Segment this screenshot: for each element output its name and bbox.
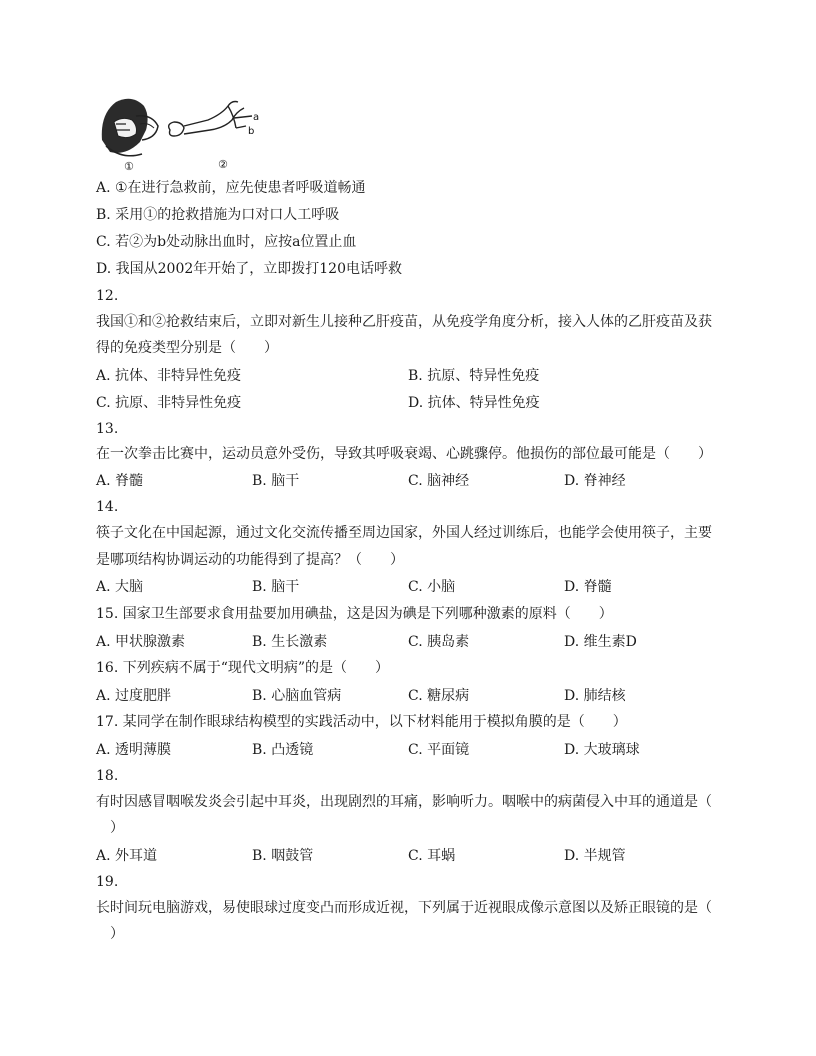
q13-option-a: A. 脊髓	[96, 473, 144, 489]
q15-options	[96, 632, 736, 652]
first-aid-illustration	[96, 94, 276, 172]
figure-label-b: b	[248, 126, 255, 137]
q17-options	[96, 740, 736, 760]
q17-option-c: C. 平面镜	[408, 742, 470, 758]
q15-option-a: A. 甲状腺激素	[96, 634, 186, 650]
q18-option-c: C. 耳蜗	[408, 848, 456, 864]
q12-option-b: B. 抗原、特异性免疫	[408, 368, 540, 384]
q14-option-b: B. 脑干	[252, 579, 300, 595]
q11-option-b: B. 采用①的抢救措施为口对口人工呼吸	[96, 207, 340, 223]
q15-option-d: D. 维生素D	[564, 634, 637, 650]
q15-option-c: C. 胰岛素	[408, 634, 470, 650]
figure-label-2: ②	[218, 158, 228, 171]
q19-stem-line2: ）	[96, 926, 124, 942]
figure-label-1: ①	[124, 160, 134, 172]
q12-option-c: C. 抗原、非特异性免疫	[96, 395, 242, 411]
q12-option-a: A. 抗体、非特异性免疫	[96, 368, 242, 384]
q12-option-d: D. 抗体、特异性免疫	[408, 395, 540, 411]
q17-option-a: A. 透明薄膜	[96, 742, 172, 758]
q18-option-d: D. 半规管	[564, 848, 626, 864]
q14-option-c: C. 小脑	[408, 579, 456, 595]
mouth-to-mouth-figure	[102, 99, 158, 156]
q14-stem-line2: 是哪项结构协调运动的功能得到了提高？（ ）	[96, 552, 404, 568]
q14-option-a: A. 大脑	[96, 579, 144, 595]
q12-number: 12.	[96, 288, 119, 304]
q11-option-d: D. 我国从2002年开始了，立即拨打120电话呼救	[96, 261, 402, 277]
q19-stem-line1: 长时间玩电脑游戏，易使眼球过度变凸而形成近视，下列属于近视眼成像示意图以及矫正眼镜的是（	[96, 900, 712, 916]
q13-options	[96, 471, 736, 491]
q16-option-a: A. 过度肥胖	[96, 688, 172, 704]
q17-stem-line1: 17. 某同学在制作眼球结构模型的实践活动中，以下材料能用于模拟角膜的是（ ）	[96, 714, 627, 730]
q13-option-b: B. 脑干	[252, 473, 300, 489]
q16-option-b: B. 心脑血管病	[252, 688, 342, 704]
q13-option-c: C. 脑神经	[408, 473, 470, 489]
q16-option-d: D. 肺结核	[564, 688, 626, 704]
q15-stem-line1: 15. 国家卫生部要求食用盐要加用碘盐，这是因为碘是下列哪种激素的原料（ ）	[96, 606, 613, 622]
q11-option-a: A. ①在进行急救前，应先使患者呼吸道畅通	[96, 180, 366, 196]
q15-option-b: B. 生长激素	[252, 634, 328, 650]
arm-figure	[169, 102, 255, 137]
q13-option-d: D. 脊神经	[564, 473, 626, 489]
first-aid-figure	[96, 94, 276, 172]
q12-stem-line2: 得的免疫类型分别是（ ）	[96, 340, 278, 356]
q18-stem-line1: 有时因感冒咽喉发炎会引起中耳炎，出现剧烈的耳痛，影响听力。咽喉中的病菌侵入中耳的通道是（	[96, 794, 712, 810]
q13-stem-line1: 在一次拳击比赛中，运动员意外受伤，导致其呼吸衰竭、心跳骤停。他损伤的部位最可能是（ ）	[96, 446, 712, 462]
q18-number: 18.	[96, 768, 119, 784]
q14-options	[96, 577, 736, 597]
q16-option-c: C. 糖尿病	[408, 688, 470, 704]
q17-option-d: D. 大玻璃球	[564, 742, 640, 758]
q16-stem-line1: 16. 下列疾病不属于“现代文明病”的是（ ）	[96, 660, 390, 676]
q17-option-b: B. 凸透镜	[252, 742, 314, 758]
q14-number: 14.	[96, 499, 119, 515]
q12-options-row2	[96, 393, 736, 413]
q18-options	[96, 846, 736, 866]
q12-options-row1	[96, 366, 736, 386]
q16-options	[96, 686, 736, 706]
q12-stem-line1: 我国①和②抢救结束后，立即对新生儿接种乙肝疫苗，从免疫学角度分析，接入人体的乙肝疫苗及获	[96, 314, 712, 330]
q11-option-c: C. 若②为b处动脉出血时，应按a位置止血	[96, 234, 357, 250]
q18-option-a: A. 外耳道	[96, 848, 158, 864]
q19-number: 19.	[96, 874, 119, 890]
q18-stem-line2: ）	[96, 820, 124, 836]
figure-label-a: a	[253, 112, 260, 123]
q18-option-b: B. 咽鼓管	[252, 848, 314, 864]
q13-number: 13.	[96, 421, 119, 437]
q14-option-d: D. 脊髓	[564, 579, 612, 595]
q14-stem-line1: 筷子文化在中国起源，通过文化交流传播至周边国家，外国人经过训练后，也能学会使用筷子，主要	[96, 525, 712, 541]
